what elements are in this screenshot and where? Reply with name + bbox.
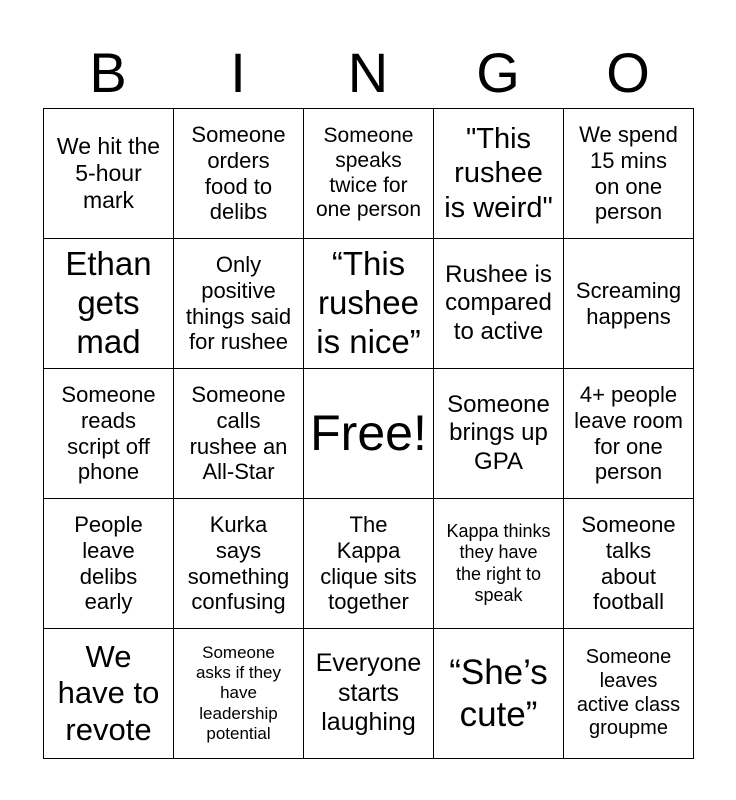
bingo-cell[interactable]: Someone orders food to delibs [174,109,304,239]
board-row [44,629,694,759]
board-row [44,109,694,239]
bingo-cell[interactable]: “She’s cute” [434,629,564,759]
header-letter-o: O [606,41,650,104]
bingo-cell[interactable]: Someone talks about football [564,499,694,629]
header-letter-i: I [230,41,246,104]
bingo-header [43,38,693,108]
board-row [44,239,694,369]
bingo-cell[interactable]: "This rushee is weird" [434,109,564,239]
header-letter-g: G [476,41,520,104]
bingo-cell[interactable]: Someone reads script off phone [44,369,174,499]
free-space[interactable]: Free! [304,369,434,499]
bingo-cell[interactable]: We hit the 5-hour mark [44,109,174,239]
bingo-cell[interactable]: Kappa thinks they have the right to speak [434,499,564,629]
board-row [44,499,694,629]
bingo-cell[interactable]: Someone speaks twice for one person [304,109,434,239]
bingo-cell[interactable]: “This rushee is nice” [304,239,434,369]
bingo-cell[interactable]: Someone brings up GPA [434,369,564,499]
bingo-cell[interactable]: Kurka says something confusing [174,499,304,629]
bingo-cell[interactable]: People leave delibs early [44,499,174,629]
bingo-cell[interactable]: Ethan gets mad [44,239,174,369]
bingo-cell[interactable]: We spend 15 mins on one person [564,109,694,239]
board-row [44,369,694,499]
bingo-cell[interactable]: We have to revote [44,629,174,759]
bingo-cell[interactable]: The Kappa clique sits together [304,499,434,629]
bingo-cell[interactable]: Someone calls rushee an All-Star [174,369,304,499]
header-letter-b: B [89,41,127,104]
bingo-cell[interactable]: Screaming happens [564,239,694,369]
header-letter-n: N [347,41,389,104]
bingo-cell[interactable]: 4+ people leave room for one person [564,369,694,499]
bingo-cell[interactable]: Rushee is compared to active [434,239,564,369]
bingo-cell[interactable]: Only positive things said for rushee [174,239,304,369]
bingo-cell[interactable]: Someone leaves active class groupme [564,629,694,759]
bingo-cell[interactable]: Someone asks if they have leadership potential [174,629,304,759]
bingo-board [43,108,694,759]
bingo-cell[interactable]: Everyone starts laughing [304,629,434,759]
